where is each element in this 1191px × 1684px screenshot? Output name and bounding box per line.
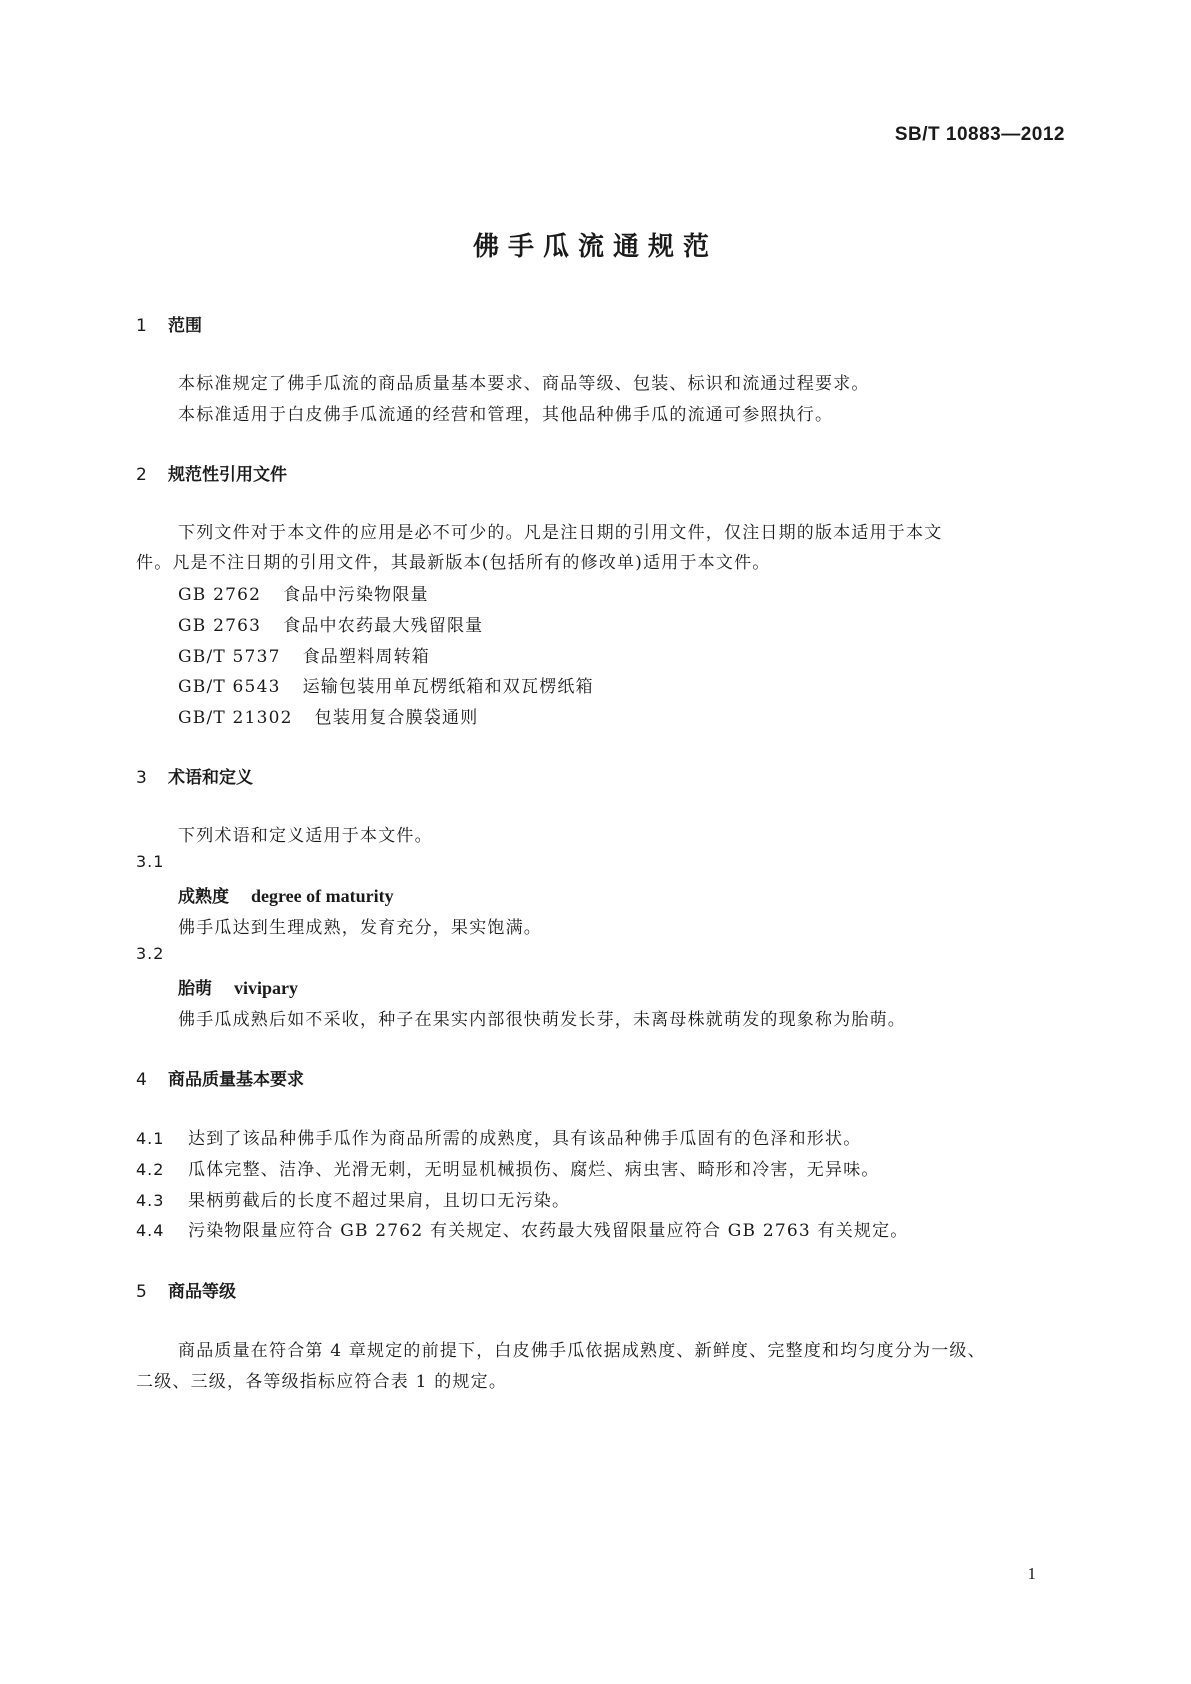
reference-title: 食品中污染物限量 — [283, 585, 429, 605]
section-number: 5 — [136, 1282, 147, 1302]
paragraph: 下列术语和定义适用于本文件。 — [178, 826, 433, 846]
clause-number: 4.1 — [136, 1129, 165, 1148]
reference-item — [178, 672, 594, 697]
section-5-heading — [136, 1277, 236, 1302]
section-3-heading — [136, 763, 253, 788]
section-title: 商品等级 — [168, 1282, 236, 1302]
section-title: 商品质量基本要求 — [168, 1070, 304, 1090]
term-english: degree of maturity — [251, 886, 394, 906]
clause — [136, 1216, 909, 1241]
term-chinese: 胎萌 — [178, 979, 212, 999]
reference-item — [178, 703, 478, 728]
paragraph-continuation: 件。凡是不注日期的引用文件，其最新版本(包括所有的修改单)适用于本文件。 — [136, 553, 771, 573]
document-title: 佛手瓜流通规范 — [472, 232, 718, 262]
section-title: 范围 — [168, 316, 202, 336]
term-chinese: 成熟度 — [178, 887, 229, 907]
reference-code: GB 2762 — [178, 585, 262, 605]
standard-number: SB/T 10883—2012 — [894, 124, 1065, 145]
reference-item — [178, 580, 429, 605]
paragraph: 本标准规定了佛手瓜流的商品质量基本要求、商品等级、包装、标识和流通过程要求。 — [178, 374, 870, 394]
section-number: 3 — [136, 768, 147, 788]
reference-code: GB/T 6543 — [178, 677, 281, 697]
reference-item — [178, 642, 430, 667]
section-title: 规范性引用文件 — [168, 465, 287, 485]
section-1-heading — [136, 311, 202, 336]
clause-text: 污染物限量应符合 GB 2762 有关规定、农药最大残留限量应符合 GB 2763 有关规定。 — [188, 1221, 909, 1241]
clause-text: 果柄剪截后的长度不超过果肩，且切口无污染。 — [188, 1191, 571, 1211]
term-heading — [178, 974, 298, 999]
reference-title: 包装用复合膜袋通则 — [314, 708, 479, 728]
reference-code: GB/T 5737 — [178, 647, 281, 667]
paragraph: 下列文件对于本文件的应用是必不可少的。凡是注日期的引用文件，仅注日期的版本适用于本文 — [178, 523, 943, 543]
page-number: 1 — [1027, 1564, 1036, 1583]
section-title: 术语和定义 — [168, 768, 253, 788]
term-english: vivipary — [234, 978, 299, 998]
clause — [136, 1124, 861, 1149]
clause-text: 达到了该品种佛手瓜作为商品所需的成熟度，具有该品种佛手瓜固有的色泽和形状。 — [188, 1129, 862, 1149]
term-definition: 佛手瓜成熟后如不采收，种子在果实内部很快萌发长芽，未离母株就萌发的现象称为胎萌。 — [178, 1010, 906, 1030]
reference-title: 食品塑料周转箱 — [302, 647, 431, 667]
clause-number: 4.2 — [136, 1160, 165, 1179]
clause — [136, 1186, 570, 1211]
section-number: 2 — [136, 465, 147, 485]
paragraph: 商品质量在符合第 4 章规定的前提下，白皮佛手瓜依据成熟度、新鲜度、完整度和均匀度分为一级、 — [178, 1341, 986, 1361]
reference-title: 食品中农药最大残留限量 — [283, 616, 484, 636]
term-heading — [178, 882, 394, 907]
section-2-heading — [136, 460, 287, 485]
reference-title: 运输包装用单瓦楞纸箱和双瓦楞纸箱 — [302, 677, 594, 697]
term-definition: 佛手瓜达到生理成熟，发育充分，果实饱满。 — [178, 918, 542, 938]
section-number: 4 — [136, 1070, 147, 1090]
reference-code: GB/T 21302 — [178, 708, 293, 728]
clause-text: 瓜体完整、洁净、光滑无刺，无明显机械损伤、腐烂、病虫害、畸形和冷害，无异味。 — [188, 1160, 880, 1180]
clause — [136, 1155, 880, 1180]
paragraph: 本标准适用于白皮佛手瓜流通的经营和管理，其他品种佛手瓜的流通可参照执行。 — [178, 405, 834, 425]
term-number: 3.1 — [136, 852, 165, 871]
section-number: 1 — [136, 316, 147, 336]
paragraph-continuation: 二级、三级，各等级指标应符合表 1 的规定。 — [136, 1372, 508, 1392]
reference-code: GB 2763 — [178, 616, 262, 636]
reference-item — [178, 611, 483, 636]
section-4-heading — [136, 1065, 304, 1090]
clause-number: 4.3 — [136, 1191, 165, 1210]
clause-number: 4.4 — [136, 1221, 165, 1240]
term-number: 3.2 — [136, 944, 165, 963]
